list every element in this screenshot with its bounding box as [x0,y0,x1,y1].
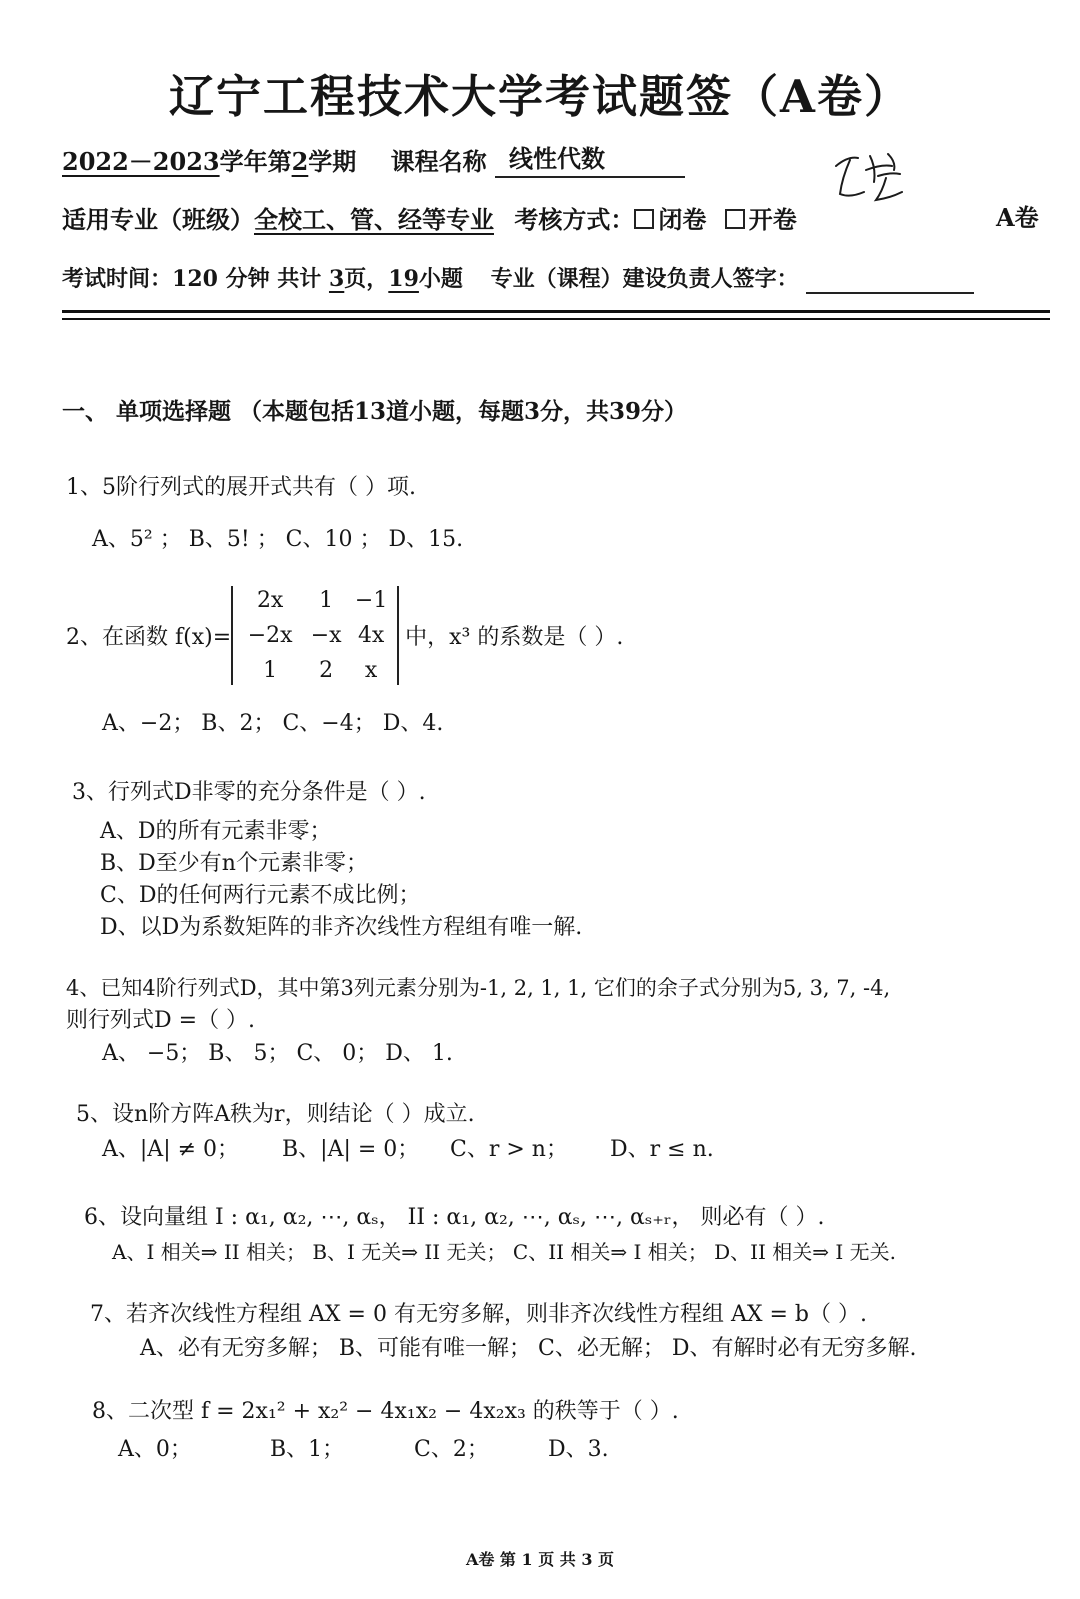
question-1-stem: 1、5阶行列式的展开式共有（ ）项. [66,475,416,500]
course-label: 课程名称 [390,147,487,176]
time-unit: 分钟 共计 [225,266,322,292]
question-5-option-b: B、|A| = 0； [282,1137,420,1162]
question-2-options: A、−2； B、2； C、−4； D、4. [102,711,444,736]
open-book-checkbox [725,209,745,229]
course-name: 线性代数 [509,144,606,173]
year-range: 2022－2023 [62,147,220,176]
question-2-suffix: 中，x³ 的系数是（ ）. [405,624,624,650]
page-footer: A卷 第 1 页 共 3 页 [465,1550,615,1569]
closed-book-label: 闭卷 [658,205,707,234]
question-count: 19 [388,266,419,292]
question-5-option-c: C、r > n； [450,1137,568,1162]
question-1-options: A、5² ； B、5! ； C、10 ； D、15. [92,527,464,552]
paper-mark: A卷 [996,203,1039,232]
question-8-option-c: C、2； [414,1437,489,1462]
question-8-option-d: D、3. [548,1437,609,1462]
responsible-label: 专业（课程）建设负责人签字： [490,266,799,292]
question-4-line-1: 4、已知4阶行列式D，其中第3列元素分别为-1, 2, 1, 1, 它们的余子式分别为5, 3, 7, -4, [66,976,891,1000]
header-divider-bottom [62,318,1050,320]
major-label: 适用专业（班级） [62,205,254,234]
time-label: 考试时间： [62,266,173,292]
semester-label-a: 学年第 [219,147,292,176]
header-row-semester [62,142,685,178]
question-6-options: A、I 相关⇒ II 相关； B、I 无关⇒ II 无关； C、II 相关⇒ I 相关； D、II 相关⇒ I 无关. [112,1240,897,1264]
matrix-cell: 1 [319,587,334,613]
matrix-cell: −1 [354,587,388,613]
question-3-option-c: C、D的任何两行元素不成比例； [100,883,421,908]
question-4-options: A、 −5； B、 5； C、 0； D、 1. [102,1041,453,1066]
matrix-cell: 1 [263,657,278,683]
matrix-cell: 2 [319,657,334,683]
page-count-unit: 页， [344,266,389,292]
determinant-matrix [231,586,399,685]
matrix-cell: −x [310,622,342,648]
question-3-option-d: D、以D为系数矩阵的非齐次线性方程组有唯一解. [100,915,583,940]
question-3-stem: 3、行列式D非零的充分条件是（ ）. [72,780,426,805]
matrix-cell: −2x [247,622,293,648]
question-5-stem: 5、设n阶方阵A秩为r，则结论（ ）成立. [76,1102,475,1127]
question-8-stem: 8、二次型 f = 2x₁² + x₂² − 4x₁x₂ − 4x₂x₃ 的秩等于（ ）. [92,1399,679,1424]
question-3-option-b: B、D至少有n个元素非零； [100,851,368,876]
course-name-field [495,144,685,178]
question-count-unit: 小题 [418,266,463,292]
question-5-option-d: D、r ≤ n. [610,1137,714,1162]
semester-number: 2 [291,147,309,176]
closed-book-checkbox [634,209,654,229]
header-divider-top [62,310,1050,313]
page-count: 3 [328,266,345,292]
question-5-option-a: A、|A| ≠ 0； [102,1137,240,1162]
header-row-time [62,262,974,294]
matrix-cell: 4x [357,622,385,648]
open-book-label: 开卷 [748,205,797,234]
matrix-cell: x [364,657,378,683]
signature-line [806,266,974,294]
section-heading: 一、 单项选择题 （本题包括13道小题，每题3分，共39分） [62,398,688,425]
semester-label-b: 学期 [308,147,357,176]
question-6-stem: 6、设向量组 I : α₁, α₂, ⋯, αₛ， II : α₁, α₂, ⋯, αₛ, ⋯, αₛ₊ᵣ， 则必有（ ）. [84,1205,825,1230]
header-row-major [62,200,797,235]
major-value: 全校工、管、经等专业 [254,205,494,234]
handwritten-signature [830,148,920,208]
time-value: 120 [172,266,218,292]
question-7-options: A、必有无穷多解； B、可能有唯一解； C、必无解； D、有解时必有无穷多解. [140,1336,917,1361]
question-7-stem: 7、若齐次线性方程组 AX = 0 有无穷多解，则非齐次线性方程组 AX = b（ ）. [90,1302,867,1327]
matrix-cell: 2x [256,587,284,613]
question-8-option-b: B、1； [270,1437,345,1462]
question-4-line-2: 则行列式D =（ ）. [66,1008,256,1033]
question-2-prefix: 2、在函数 f(x)= [66,624,232,650]
question-3-option-a: A、D的所有元素非零； [100,819,332,844]
question-2-stem [66,580,623,690]
page-title: 辽宁工程技术大学考试题签（A卷） [169,70,911,123]
exam-mode-label: 考核方式： [514,205,635,234]
question-8-option-a: A、0； [118,1437,192,1462]
